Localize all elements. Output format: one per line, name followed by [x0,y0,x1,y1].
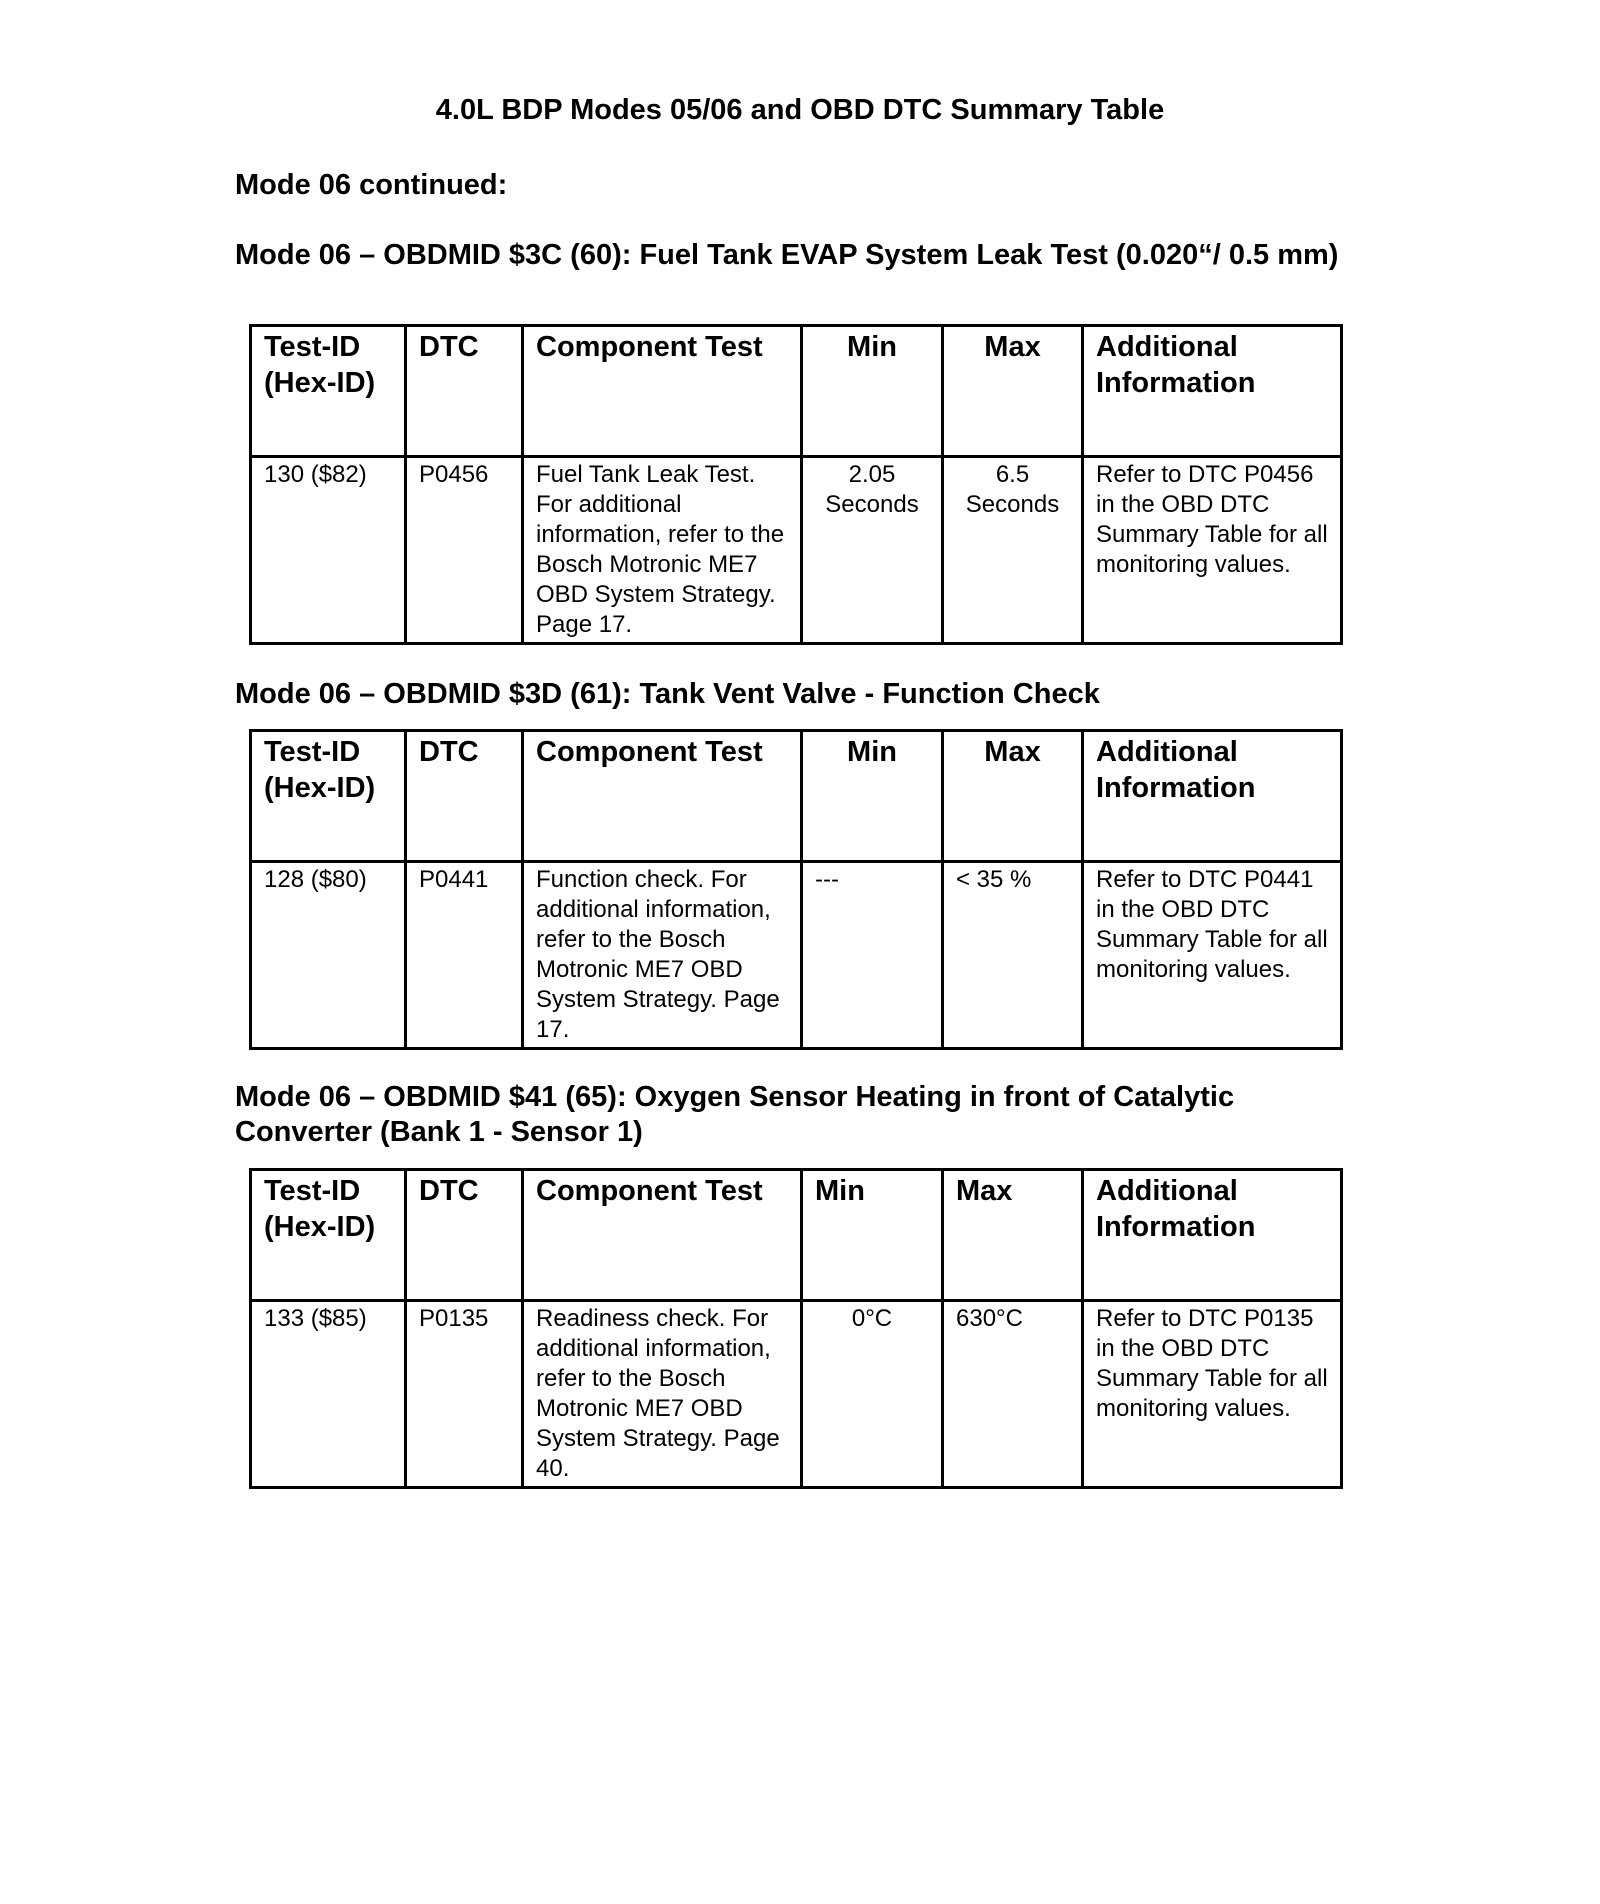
section-heading: Mode 06 – OBDMID $3D (61): Tank Vent Valve - Function Check [235,678,1100,710]
header-min: Min [802,1170,943,1301]
header-min: Min [802,731,943,862]
cell-component-test: Function check. For additional information, refer to the Bosch Motronic ME7 OBD System Strategy. Page 17. [523,862,802,1049]
table-row [251,1301,1342,1488]
cell-max: 6.5 Seconds [943,457,1083,644]
cell-component-test: Fuel Tank Leak Test. For additional information, refer to the Bosch Motronic ME7 OBD System Strategy. Page 17. [523,457,802,644]
cell-min: 2.05 Seconds [802,457,943,644]
table-obdmid-3c [249,324,1343,645]
cell-min: --- [802,862,943,1049]
header-additional-info: Additional Information [1083,731,1342,862]
header-dtc: DTC [406,731,523,862]
cell-additional-info: Refer to DTC P0456 in the OBD DTC Summary Table for all monitoring values. [1083,457,1342,644]
header-test-id: Test-ID (Hex-ID) [251,326,406,457]
table-row [251,457,1342,644]
header-test-id: Test-ID (Hex-ID) [251,731,406,862]
header-test-id: Test-ID (Hex-ID) [251,1170,406,1301]
table-header-row [251,326,1342,457]
table-row [251,862,1342,1049]
header-dtc: DTC [406,1170,523,1301]
page-title: 4.0L BDP Modes 05/06 and OBD DTC Summary Table [435,94,1165,126]
cell-test-id: 130 ($82) [251,457,406,644]
section-heading: Mode 06 – OBDMID $41 (65): Oxygen Sensor Heating in front of Catalytic Converter (Bank 1 - Sensor 1) [235,1081,1235,1148]
header-component-test: Component Test [523,731,802,862]
cell-additional-info: Refer to DTC P0441 in the OBD DTC Summary Table for all monitoring values. [1083,862,1342,1049]
header-max: Max [943,731,1083,862]
subtitle: Mode 06 continued: [235,169,508,201]
cell-test-id: 133 ($85) [251,1301,406,1488]
cell-dtc: P0441 [406,862,523,1049]
header-min: Min [802,326,943,457]
cell-dtc: P0456 [406,457,523,644]
cell-min: 0°C [802,1301,943,1488]
cell-max: < 35 % [943,862,1083,1049]
cell-component-test: Readiness check. For additional information, refer to the Bosch Motronic ME7 OBD System Strategy. Page 40. [523,1301,802,1488]
cell-dtc: P0135 [406,1301,523,1488]
table-header-row [251,1170,1342,1301]
header-component-test: Component Test [523,1170,802,1301]
header-max: Max [943,326,1083,457]
cell-test-id: 128 ($80) [251,862,406,1049]
header-additional-info: Additional Information [1083,326,1342,457]
table-header-row [251,731,1342,862]
header-dtc: DTC [406,326,523,457]
table-obdmid-41 [249,1168,1343,1489]
cell-additional-info: Refer to DTC P0135 in the OBD DTC Summary Table for all monitoring values. [1083,1301,1342,1488]
cell-max: 630°C [943,1301,1083,1488]
header-additional-info: Additional Information [1083,1170,1342,1301]
header-max: Max [943,1170,1083,1301]
table-obdmid-3d [249,729,1343,1050]
section-heading: Mode 06 – OBDMID $3C (60): Fuel Tank EVAP System Leak Test (0.020“/ 0.5 mm) [235,239,1339,271]
header-component-test: Component Test [523,326,802,457]
